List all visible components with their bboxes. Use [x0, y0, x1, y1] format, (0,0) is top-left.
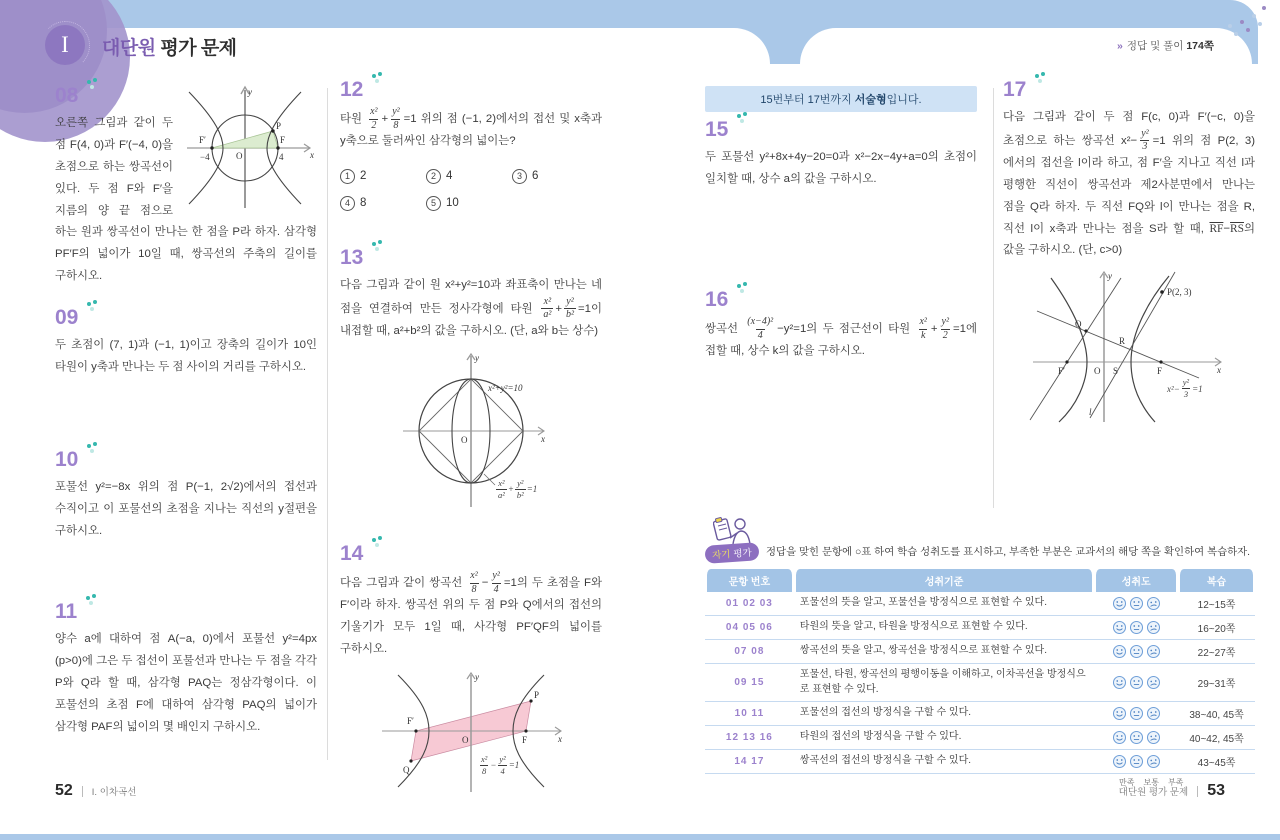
- svg-text:x: x: [310, 150, 314, 160]
- footer-right: [1119, 782, 1225, 800]
- figure-17: [1029, 270, 1229, 425]
- problem-13-text: 다음 그림과 같이 원 x²+y²=10과 좌표축이 만나는 네 점을 연결하여 만든 정사각형에 타원 $\frac{\text{x²}}{\text{a²}}$ + $\frac{\text{y²}}{\text{b²}}$ =1이 내접할 때, a²+b²의 값을 구하시오. (단, a와 b는 상수): [340, 279, 602, 337]
- problem-14-text: 다음 그림과 같이 쌍곡선 $\frac{\text{x²}}{8}$ − $\frac{\text{y²}}{4}$ =1의 두 초점을 F와 F′이라 하자. 쌍곡선 위의 두 점 P와 Q에서의 접선의 기울기가 모두 1일 때, 사각형 PF′QF의 넓이를 구하시오.: [340, 570, 602, 655]
- self-eval-person-icon: [713, 516, 753, 546]
- number-dots-icon: [1035, 74, 1039, 78]
- svg-text:−4: −4: [200, 152, 210, 162]
- number-dots-icon: [737, 284, 741, 288]
- number-dots-icon: [372, 242, 376, 246]
- table-row: 12 13 16 타원의 접선의 방정식을 구할 수 있다. 40~42, 45쪽: [705, 726, 1255, 750]
- problem-08-number: 08: [55, 84, 78, 108]
- neutral-face-icon: [1129, 730, 1144, 745]
- sad-face-icon: [1146, 754, 1161, 769]
- happy-face-icon: [1112, 620, 1127, 635]
- svg-text:x: x: [558, 733, 562, 744]
- problem-14-number: 14: [340, 542, 363, 566]
- svg-text:F′: F′: [1058, 366, 1065, 377]
- header-review: 복습: [1178, 569, 1255, 592]
- self-evaluation-instruction: 정답을 맞힌 문항에 ○표 하여 학습 성취도를 표시하고, 부족한 부분은 교과서의 해당 쪽을 확인하여 복습하자.: [766, 547, 1251, 558]
- svg-text:y: y: [475, 671, 479, 682]
- sad-face-icon: [1146, 730, 1161, 745]
- page-number-right: 53: [1207, 782, 1225, 799]
- problem-16: [705, 288, 977, 363]
- happy-face-icon: [1112, 596, 1127, 611]
- problem-11-text: 양수 a에 대하여 점 A(−a, 0)에서 포물선 y²=4px (p>0)에 그은 두 접선이 포물선과 만나는 두 점을 각각 P와 Q라 할 때, 삼각형 PAQ는 정삼각형이다. 이 포물선의 초점 F에 대하여 삼각형 PAQ의 넓이가 삼각형 PAF의 넓이의 몇 배인지 구하시오.: [55, 633, 317, 733]
- page-title-unit: 대단원: [102, 38, 156, 59]
- achievement-faces[interactable]: [1094, 616, 1178, 640]
- problem-08: [55, 84, 317, 288]
- svg-text:S: S: [1113, 366, 1119, 377]
- table-row: 04 05 06 타원의 뜻을 알고, 타원을 방정식으로 표현할 수 있다. 16~20쪽: [705, 616, 1255, 640]
- problem-17-text: 다음 그림과 같이 두 점 F(c, 0)과 F′(−c, 0)을 초점으로 하는 쌍곡선 x²− $\frac{\text{y²}}{3}$ =1 위의 점 P(2, 3)에서의 접선을 l이라 하고, 점 F′을 지나고 직선 l과 평행한 직선이 쌍곡선과 제2사분면에서 만나는 점을 Q라 하자. 두 직선 FQ와 l이 만나는 점을 R, 직선 l이 x축과 만나는 점을 S라 할 때, $\overline{RF}-\overline{RS}$의 값을 구하시오. (단, c>0): [1003, 111, 1255, 257]
- page-number-left: 52: [55, 782, 73, 799]
- happy-face-icon: [1112, 730, 1127, 745]
- problem-16-text: 쌍곡선 $\frac{\text{(x−4)²}}{4}$ −y²=1의 두 점근선이 타원 $\frac{\text{x²}}{k}$ + $\frac{\text{y²}}{2}$ =1에 접할 때, 상수 k의 값을 구하시오.: [705, 316, 977, 357]
- svg-text:O: O: [462, 734, 469, 745]
- figure-14: [376, 671, 566, 796]
- figure-14-equation: $\frac{\text{x²}}{8}$ − $\frac{\text{y²}}{4}$ =1: [481, 753, 520, 776]
- header-achievement: 성취도: [1094, 569, 1178, 592]
- happy-face-icon: [1112, 644, 1127, 659]
- page-title-rest: 평가 문제: [155, 38, 237, 59]
- svg-text:F: F: [522, 734, 528, 745]
- problem-08-text: 오른쪽 그림과 같이 두 점 F(4, 0)과 F′(−4, 0)을 초점으로 하는 쌍곡선이 있다. 두 점 F와 F′을 지름의 양 끝 점으로 하는 원과 쌍곡선이 만나는 한 점을 P라 하자. 삼각형 PF′F의 넓이가 10일 때, 쌍곡선의 주축의 길이를 구하시오.: [55, 117, 317, 283]
- svg-text:x: x: [541, 433, 545, 444]
- problem-11-number: 11: [55, 600, 77, 624]
- problem-17-number: 17: [1003, 78, 1026, 102]
- achievement-faces[interactable]: [1094, 664, 1178, 702]
- essay-type-notice: 15번부터 17번까지 서술형입니다.: [705, 86, 977, 112]
- svg-text:Q: Q: [1075, 319, 1082, 330]
- happy-face-icon: [1112, 675, 1127, 690]
- problem-14: [340, 542, 602, 796]
- problem-15: [705, 118, 977, 191]
- figure-17-equation: x²− $\frac{\text{y²}}{3}$ =1: [1167, 377, 1203, 400]
- figure-13-ellipse-equation: $\frac{\text{x²}}{\text{a²}}$ + $\frac{\text{y²}}{\text{b²}}$ =1: [498, 477, 538, 500]
- choice-1: 1 2: [340, 169, 426, 184]
- chevron-icon: »: [1117, 40, 1123, 52]
- unit-number-badge: I: [45, 25, 85, 65]
- choice-2: 2 4: [426, 169, 512, 184]
- footer-divider: [82, 786, 83, 797]
- svg-text:R: R: [1119, 336, 1126, 347]
- choice-5: 5 10: [426, 196, 512, 211]
- svg-text:4: 4: [279, 152, 284, 162]
- svg-text:x²+y²=10: x²+y²=10: [488, 382, 523, 393]
- problem-12: [340, 78, 602, 211]
- svg-text:Q: Q: [403, 764, 410, 775]
- number-dots-icon: [372, 74, 376, 78]
- neutral-face-icon: [1129, 596, 1144, 611]
- svg-text:P(2, 3): P(2, 3): [1167, 287, 1192, 298]
- svg-text:x: x: [1217, 365, 1221, 376]
- legend-average: 보통: [1143, 778, 1159, 787]
- sad-face-icon: [1146, 620, 1161, 635]
- problem-12-number: 12: [340, 78, 363, 102]
- neutral-face-icon: [1129, 675, 1144, 690]
- problem-10: [55, 448, 317, 543]
- problem-12-choices: [340, 169, 602, 211]
- problem-09-text: 두 초점이 (7, 1)과 (−1, 1)이고 장축의 길이가 10인 타원이 y축과 만나는 두 점 사이의 거리를 구하시오.: [55, 339, 317, 373]
- page-title: [102, 33, 237, 60]
- bottom-band: [0, 834, 1280, 840]
- problem-09: [55, 306, 317, 379]
- sad-face-icon: [1146, 596, 1161, 611]
- answer-reference: [1117, 38, 1214, 53]
- table-header-row: [705, 569, 1255, 592]
- footer-divider: [1197, 786, 1198, 797]
- svg-text:O: O: [1094, 366, 1101, 377]
- chapter-label: I. 이차곡선: [91, 787, 137, 798]
- problem-11: [55, 600, 317, 738]
- neutral-face-icon: [1129, 644, 1144, 659]
- header-question-numbers: 문항 번호: [705, 569, 794, 592]
- svg-text:O: O: [461, 434, 468, 445]
- achievement-faces[interactable]: [1094, 592, 1178, 616]
- problem-13: [340, 246, 602, 511]
- svg-text:P: P: [276, 121, 282, 131]
- problem-16-number: 16: [705, 288, 728, 312]
- table-row: 09 15 포물선, 타원, 쌍곡선의 평행이동을 이해하고, 이차곡선을 방정식으로 표현할 수 있다. 29~31쪽: [705, 664, 1255, 702]
- problem-12-text: 타원 $\frac{\text{x²}}{2}$ + $\frac{\text{y²}}{8}$ =1 위의 점 (−1, 2)에서의 접선 및 x축과 y축으로 둘러싸인 삼각형의 넓이는?: [340, 106, 602, 147]
- svg-text:O: O: [236, 151, 243, 161]
- number-dots-icon: [87, 444, 91, 448]
- achievement-table: [705, 569, 1255, 774]
- answer-ref-page: 174쪽: [1186, 40, 1214, 52]
- self-evaluation-header: [705, 518, 1255, 562]
- figure-08: [179, 84, 317, 212]
- table-row: 10 11 포물선의 접선의 방정식을 구할 수 있다. 38~40, 45쪽: [705, 702, 1255, 726]
- neutral-face-icon: [1129, 706, 1144, 721]
- number-dots-icon: [737, 114, 741, 118]
- achievement-faces[interactable]: [1094, 750, 1178, 774]
- header-criteria: 성취기준: [794, 569, 1095, 592]
- table-row: 07 08 쌍곡선의 뜻을 알고, 쌍곡선을 방정식으로 표현할 수 있다. 22~27쪽: [705, 640, 1255, 664]
- problem-09-number: 09: [55, 306, 78, 330]
- problem-10-number: 10: [55, 448, 78, 472]
- happy-face-icon: [1112, 706, 1127, 721]
- number-dots-icon: [86, 596, 90, 600]
- number-dots-icon: [87, 302, 91, 306]
- corner-dots-decoration: [1262, 6, 1266, 10]
- number-dots-icon: [87, 80, 91, 84]
- column-divider-right-page: [993, 88, 994, 508]
- legend-satisfied: 만족: [1119, 778, 1135, 787]
- problem-17: [1003, 78, 1255, 425]
- svg-text:y: y: [475, 352, 479, 363]
- svg-text:F′: F′: [199, 135, 206, 145]
- achievement-faces[interactable]: [1094, 702, 1178, 726]
- neutral-face-icon: [1129, 620, 1144, 635]
- svg-text:l: l: [1089, 407, 1092, 418]
- svg-text:F: F: [1157, 366, 1163, 377]
- number-dots-icon: [372, 538, 376, 542]
- sad-face-icon: [1146, 706, 1161, 721]
- footer-left: [55, 782, 136, 800]
- table-row: 14 17 쌍곡선의 접선의 방정식을 구할 수 있다. 43~45쪽: [705, 750, 1255, 774]
- achievement-faces[interactable]: [1094, 640, 1178, 664]
- badge-word-2: 평가: [733, 547, 753, 560]
- problem-13-number: 13: [340, 246, 363, 270]
- svg-text:P: P: [534, 689, 540, 700]
- badge-word-1: 자기: [711, 549, 731, 562]
- table-row: 01 02 03 포물선의 뜻을 알고, 포물선을 방정식으로 표현할 수 있다. 12~15쪽: [705, 592, 1255, 616]
- sad-face-icon: [1146, 675, 1161, 690]
- svg-text:F: F: [280, 135, 286, 145]
- legend-insufficient: 부족: [1167, 778, 1184, 787]
- happy-face-icon: [1112, 754, 1127, 769]
- svg-text:F′: F′: [407, 715, 414, 726]
- problem-15-number: 15: [705, 118, 728, 142]
- answer-ref-text: 정답 및 풀이: [1126, 40, 1187, 52]
- problem-15-text: 두 포물선 y²+8x+4y−20=0과 x²−2x−4y+a=0의 초점이 일치할 때, 상수 a의 값을 구하시오.: [705, 151, 977, 185]
- sad-face-icon: [1146, 644, 1161, 659]
- section-label: 대단원 평가 문제: [1118, 787, 1189, 798]
- choice-3: 3 6: [512, 169, 598, 184]
- figure-13: [391, 351, 551, 511]
- column-divider-left-page: [327, 88, 328, 760]
- svg-text:y: y: [1108, 271, 1112, 282]
- self-evaluation-badge: [705, 518, 757, 562]
- problem-10-text: 포물선 y²=−8x 위의 점 P(−1, 2√2)에서의 접선과 수직이고 이 포물선의 초점을 지나는 직선의 y절편을 구하시오.: [55, 481, 317, 537]
- choice-4: 4 8: [340, 196, 426, 211]
- achievement-faces[interactable]: [1094, 726, 1178, 750]
- self-evaluation-section: [705, 518, 1255, 788]
- svg-text:y: y: [248, 87, 252, 97]
- neutral-face-icon: [1129, 754, 1144, 769]
